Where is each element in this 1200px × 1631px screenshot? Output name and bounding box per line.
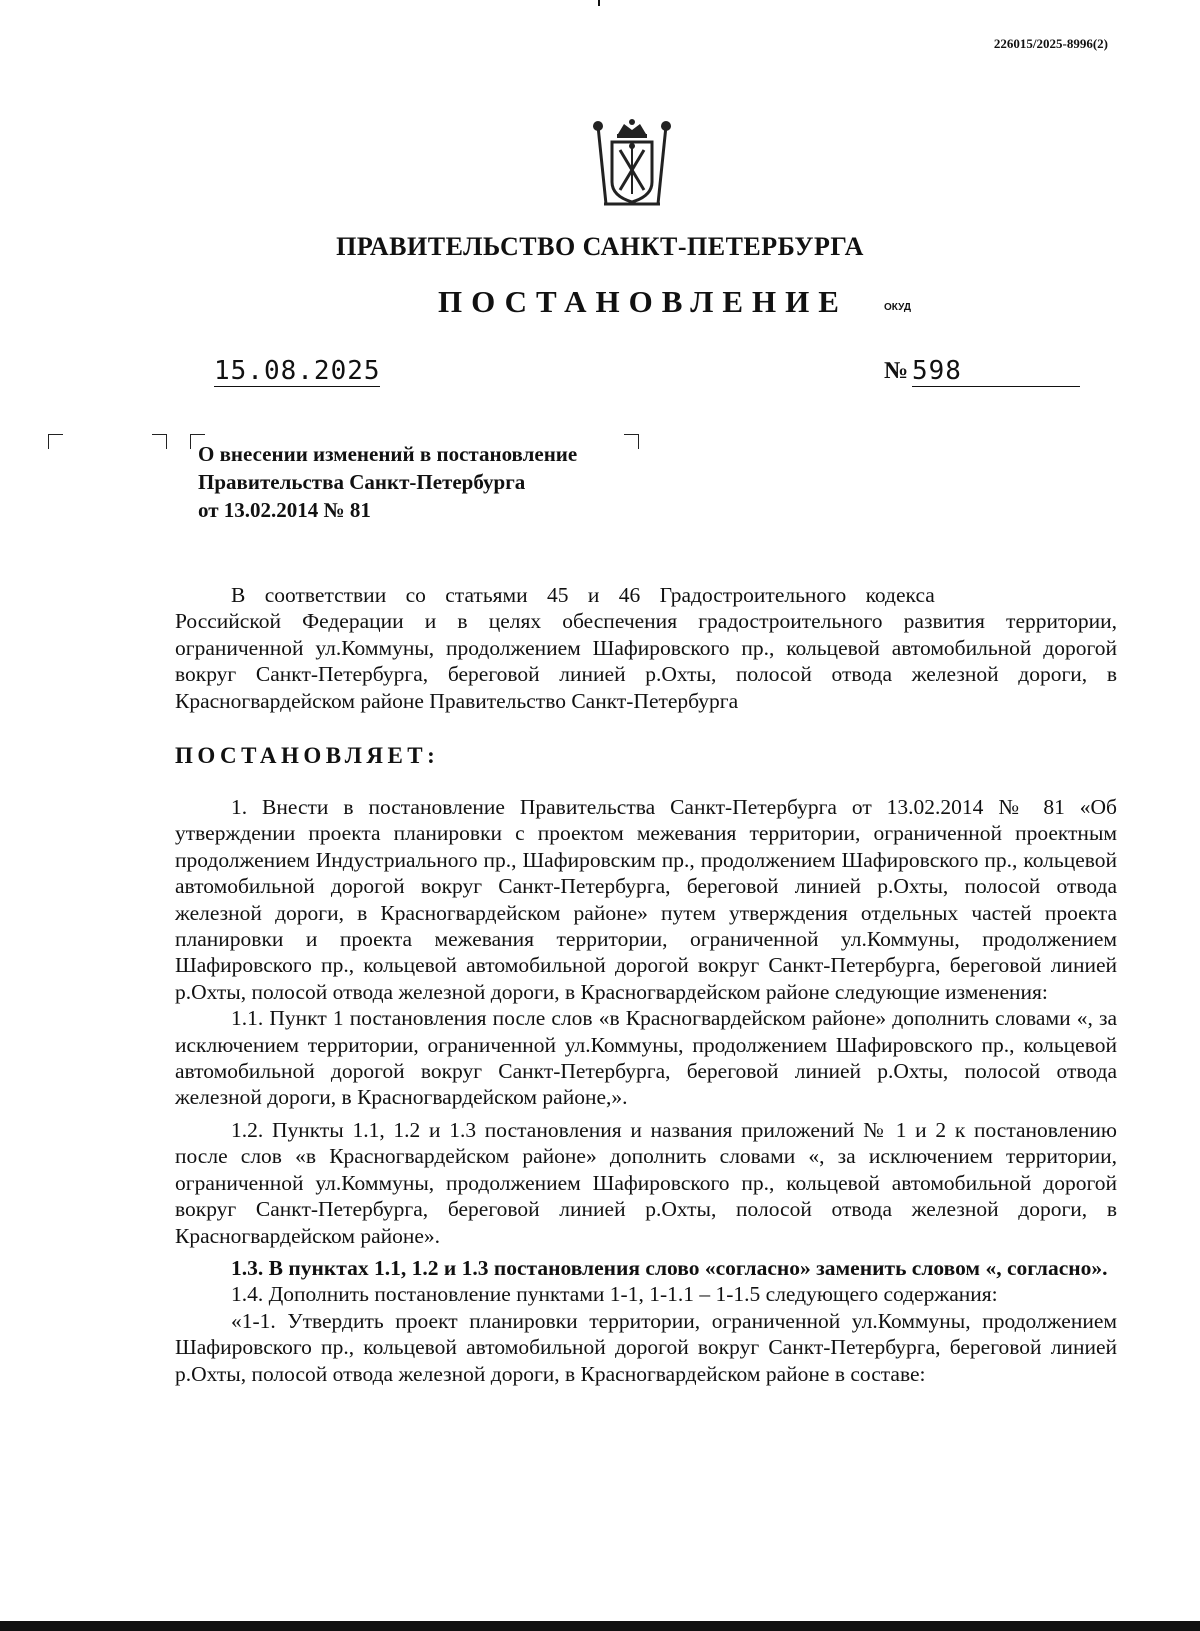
item-1-1: 1.1. Пункт 1 постановления после слов «в Красногвардейском районе» дополнить словами «, за исключением территории, ограниченной ул.Коммуны, продолжением Шафировского пр., кольцевой автомобильной дорогой вокруг Санкт-Петербурга, береговой линией р.Охты, полосой отвода железной дороги, в Красногвардейском районе,». bbox=[175, 1006, 1117, 1110]
preamble-text: Российской Федерации и в целях обеспечения градостроительного развития территории, ограниченной ул.Коммуны, продолжением Шафировского пр., кольцевой автомобильной дорогой вокруг Санкт-Петербурга, береговой линией р.Охты, полосой отвода железной дороги, в Красногвардейском районе Правительство Санкт-Петербурга bbox=[175, 609, 1117, 713]
item-1: 1. Внести в постановление Правительства Санкт-Петербурга от 13.02.2014 № 81 «Об утверждении проекта планировки с проектом межевания территории, ограниченной проектным продолжением Индустриального пр., Шафировским пр., продолжением Шафировского пр., кольцевой автомобильной дорогой вокруг Санкт-Петербурга, береговой линией р.Охты, полосой отвода железной дороги, в Красногвардейском районе» путем утверждения отдельных частей проекта планировки и проекта межевания территории, ограниченной ул.Коммуны, продолжением Шафировского пр., кольцевой автомобильной дорогой вокруг Санкт-Петербурга, береговой линией р.Охты, полосой отвода железной дороги, в Красногвардейском районе следующие изменения: bbox=[175, 795, 1117, 1004]
subject-line: Правительства Санкт-Петербурга bbox=[198, 470, 526, 494]
corner-mark bbox=[152, 434, 167, 449]
scan-mark bbox=[598, 0, 600, 6]
resolves-heading: ПОСТАНОВЛЯЕТ: bbox=[175, 743, 440, 768]
preamble bbox=[175, 582, 1117, 714]
corner-mark bbox=[48, 434, 63, 449]
preamble-lead: В соответствии со статьями 45 и 46 Градостроительного кодекса bbox=[231, 583, 935, 607]
subject-line: от 13.02.2014 № 81 bbox=[198, 498, 371, 522]
item-1-4-quote: «1-1. Утвердить проект планировки территории, ограниченной ул.Коммуны, продолжением Шафировского пр., кольцевой автомобильной дорогой вокруг Санкт-Петербурга, береговой линией р.Охты, полосой отвода железной дороги, в Красногвардейском районе в составе: bbox=[175, 1308, 1117, 1386]
decree-number: 598 bbox=[912, 356, 1080, 387]
decree-date: 15.08.2025 bbox=[214, 356, 381, 386]
scan-edge bbox=[0, 1621, 1200, 1631]
item-1-4: 1.4. Дополнить постановление пунктами 1-1, 1-1.1 – 1-1.5 следующего содержания: bbox=[231, 1282, 998, 1307]
subject-line: О внесении изменений в постановление bbox=[198, 442, 578, 466]
government-title: ПРАВИТЕЛЬСТВО САНКТ-ПЕТЕРБУРГА bbox=[336, 232, 864, 261]
document-id: 226015/2025-8996(2) bbox=[993, 36, 1108, 51]
item-1-2: 1.2. Пункты 1.1, 1.2 и 1.3 постановления и названия приложений № 1 и 2 к постановлению после слов «в Красногвардейском районе» дополнить словами «, за исключением территории, ограниченной ул.Коммуны, продолжением Шафировского пр., кольцевой автомобильной дорогой вокруг Санкт-Петербурга, береговой линией р.Охты, полосой отвода железной дороги, в Красногвардейском районе». bbox=[175, 1117, 1117, 1248]
item-1-3: 1.3. В пунктах 1.1, 1.2 и 1.3 постановления слово «согласно» заменить словом «, согласно». bbox=[231, 1255, 1108, 1280]
coat-of-arms-spb-icon bbox=[584, 116, 680, 212]
number-sign: № bbox=[884, 358, 909, 384]
okud-label: ОКУД bbox=[884, 302, 911, 313]
decree-items bbox=[175, 794, 1117, 1387]
decree-subject bbox=[198, 440, 658, 524]
decree-title: ПОСТАНОВЛЕНИЕ bbox=[438, 284, 848, 319]
